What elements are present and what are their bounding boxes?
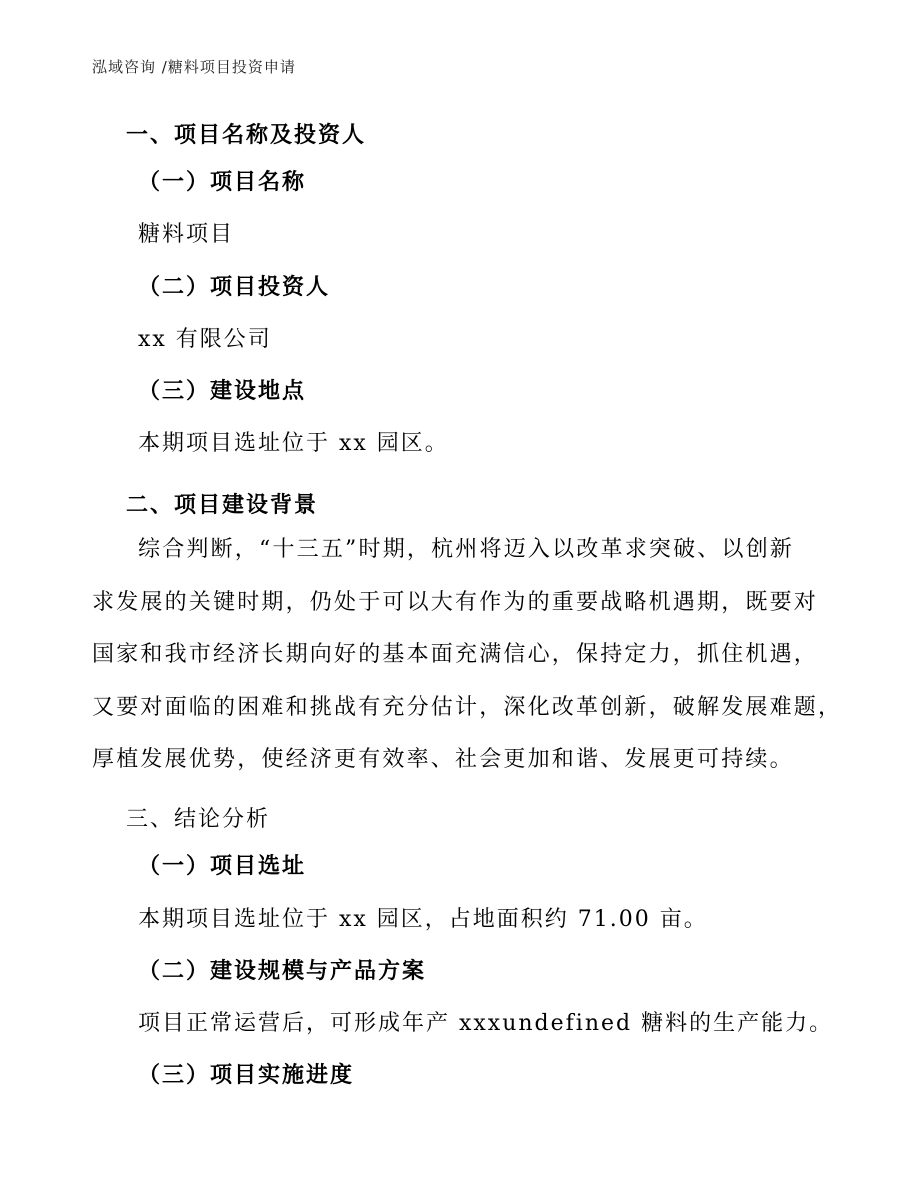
section-1-sub-1-heading: （一）项目名称	[138, 170, 307, 195]
paragraph-line: 综合判断，“十三五”时期，杭州将迈入以改革求突破、以创新	[138, 537, 795, 562]
section-2-paragraph	[92, 524, 843, 787]
section-3-sub-1-heading: （一）项目选址	[138, 854, 307, 879]
section-3-heading: 三、结论分析	[126, 807, 271, 832]
section-3-sub-2-heading: （二）建设规模与产品方案	[138, 959, 427, 984]
section-1-sub-2-heading: （二）项目投资人	[138, 275, 331, 300]
section-1-sub-2-content: xx 有限公司	[138, 327, 272, 352]
section-1-heading: 一、项目名称及投资人	[126, 123, 367, 148]
section-2-heading: 二、项目建设背景	[126, 493, 319, 518]
section-3-sub-1-content: 本期项目选址位于 xx 园区，占地面积约 71.00 亩。	[138, 907, 708, 932]
paragraph-line: 厚植发展优势，使经济更有效率、社会更加和谐、发展更可持续。	[92, 747, 794, 772]
section-3-sub-2-content: 项目正常运营后，可形成年产 xxxundefined 糖料的生产能力。	[138, 1011, 834, 1036]
section-1-sub-3-heading: （三）建设地点	[138, 379, 307, 404]
section-1-sub-1-content: 糖料项目	[138, 222, 235, 247]
paragraph-line: 求发展的关键时期，仍处于可以大有作为的重要战略机遇期，既要对	[92, 589, 819, 615]
section-1-sub-3-content: 本期项目选址位于 xx 园区。	[138, 431, 449, 456]
paragraph-line: 国家和我市经济长期向好的基本面充满信心，保持定力，抓住机遇，	[92, 642, 819, 667]
paragraph-line: 又要对面临的困难和挑战有充分估计，深化改革创新，破解发展难题，	[92, 694, 843, 720]
header-divider	[92, 84, 828, 85]
page-header: 泓域咨询 /糖料项目投资申请	[92, 58, 296, 76]
section-3-sub-3-heading: （三）项目实施进度	[138, 1063, 355, 1088]
